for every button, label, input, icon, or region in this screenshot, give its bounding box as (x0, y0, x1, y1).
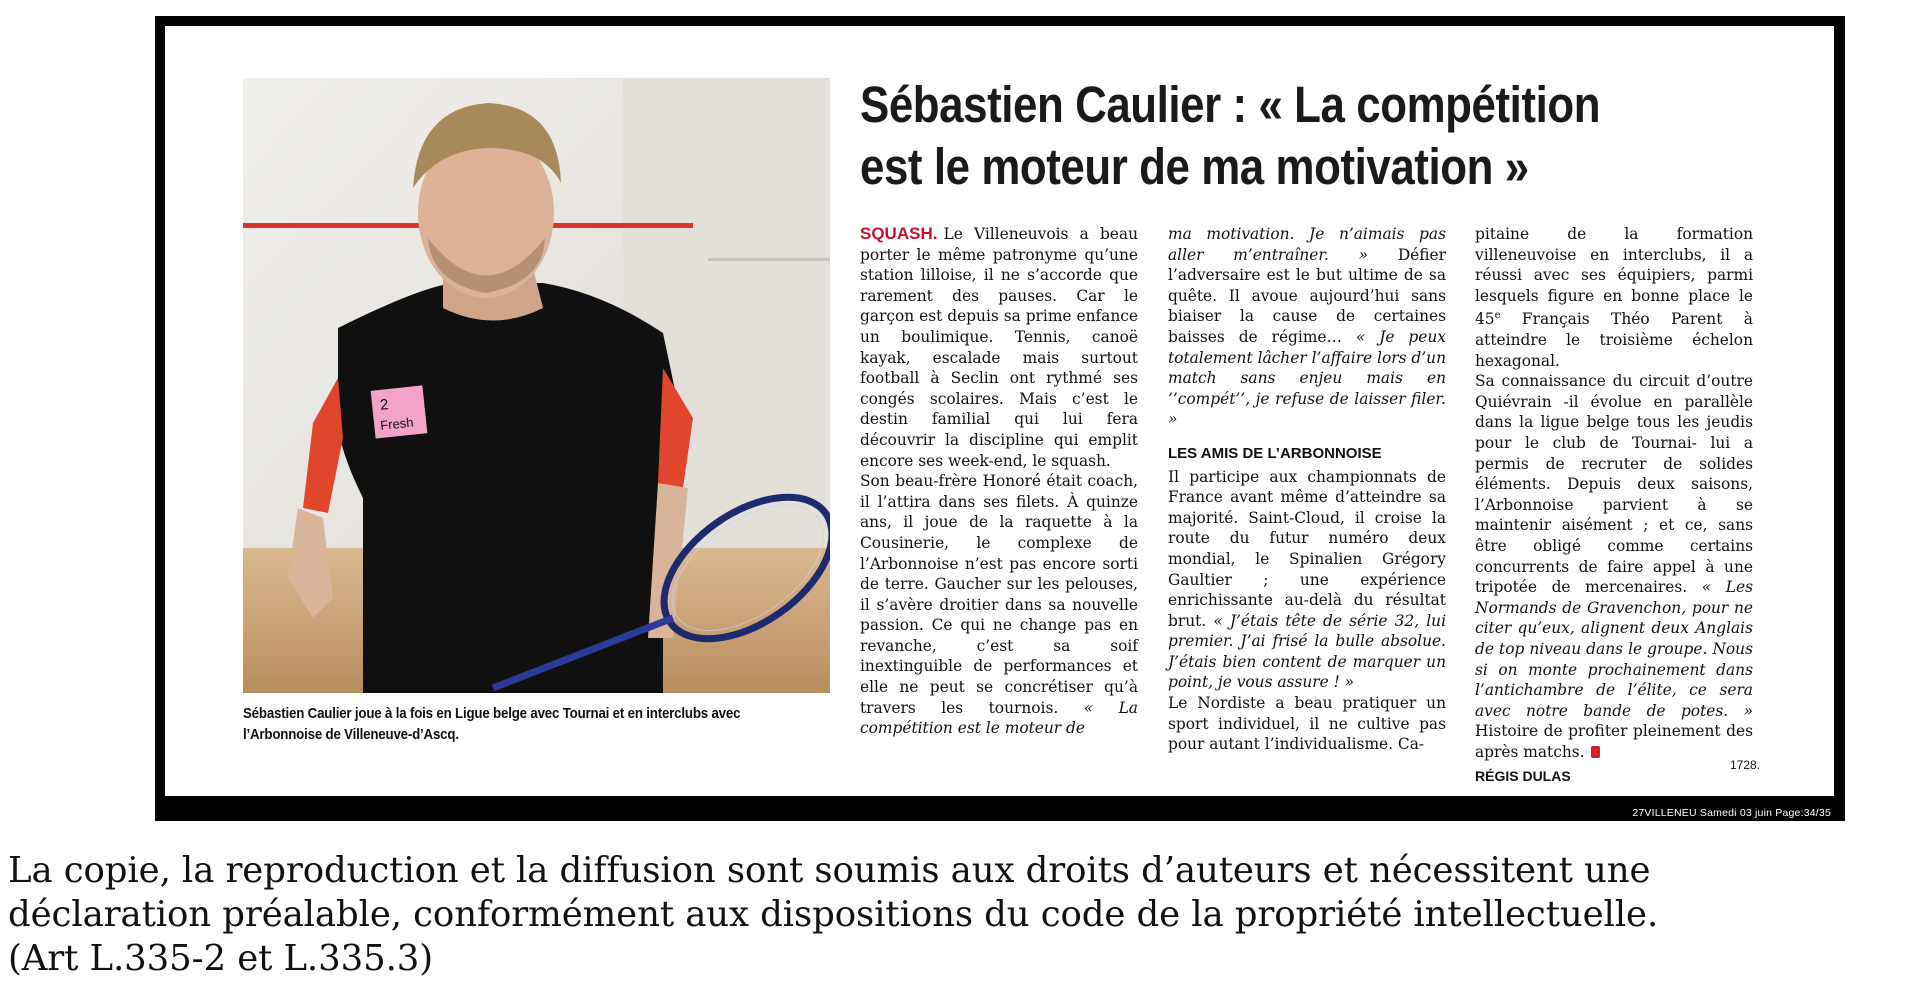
article-column-1 (860, 224, 1138, 739)
section-kicker: SQUASH. (860, 224, 938, 243)
copyright-notice-line-3: (Art L.335-2 et L.335.3) (8, 938, 433, 979)
paragraph-text: Son beau-frère Honoré était coach, il l’attira dans ses filets. À quinze ans, il joue de la raquette à la Cousinerie, le complexe de l’Arbonnoise n’est pas encore sorti de terre. Gaucher sur les pelouses, il s’avère droitier dans sa nouvelle passion. Ce qui ne change pas en revanche, c’est sa soif inextinguible de performances et elle ne peut se concrétiser qu’à travers les tournois. (860, 472, 1138, 717)
paragraph-text: Sa connaissance du circuit d’outre Quiévrain -il évolue en parallèle dans la ligue belge tous les jeudis pour le club de Tournai- lui a permis de recruter de solides éléments. Depuis deux saisons, l’Arbonnoise parvient à se maintenir aisément ; et ce, sans être obligé comme certains concurrents de faire appel à une tripotée de mercenaires. (1475, 372, 1753, 597)
svg-text:Fresh: Fresh (379, 414, 415, 433)
page-footer: 27VILLENEU Samedi 03 juin Page:34/35 (1632, 807, 1831, 819)
paragraph (1168, 467, 1446, 694)
paragraph (1475, 371, 1753, 762)
quote-text: « La compétition est le moteur de (860, 698, 1138, 738)
ordinal-suffix: e (1494, 310, 1501, 322)
end-of-article-mark (1591, 746, 1600, 758)
paragraph (1475, 224, 1753, 371)
paragraph-text: Français Théo Parent à atteindre le troisième échelon hexagonal. (1475, 310, 1753, 370)
article-column-3 (1475, 224, 1753, 786)
quote-text: « Les Normands de Gravenchon, pour ne citer qu’eux, alignent deux Anglais de top niveau dans le groupe. Nous si on monte prochainement dans l’antichambre de l’élite, ce sera avec notre bande de potes. » (1475, 578, 1753, 720)
player-photo (243, 78, 830, 693)
paragraph (860, 224, 1138, 471)
player-photo-illustration (243, 78, 830, 693)
paragraph-text: Il participe aux championnats de France avant même d’atteindre sa majorité. Saint-Cloud, il croise la route du futur numéro deux mondial, le Spinalien Grégory Gaultier ; une expérience enrichissante au-delà du résultat brut. (1168, 467, 1446, 630)
paragraph-text: Défier l’adversaire est le but ultime de sa quête. Il avoue aujourd’hui sans biaiser la cause de certaines baisses de régime… (1168, 245, 1446, 346)
section-subheading: LES AMIS DE L’ARBONNOISE (1168, 444, 1382, 462)
quote-text: « Je peux totalement lâcher l’affaire lors d’un match sans enjeu mais en ’’compét’’, je refuse de laisser filer. » (1168, 327, 1446, 429)
photo-caption: Sébastien Caulier joue à la fois en Ligue belge avec Tournai et en interclubs avec l’Arbonnoise de Villeneuve-d’Ascq. (243, 706, 741, 743)
paragraph (1168, 224, 1446, 430)
paragraph (1168, 693, 1446, 755)
article-reference-number: 1728. (1730, 758, 1761, 772)
copyright-notice-line-2: déclaration préalable, conformément aux dispositions du code de la propriété intellectuelle. (8, 894, 1659, 935)
paragraph (860, 471, 1138, 739)
headline-line-1: Sébastien Caulier : « La compétition (860, 76, 1601, 133)
headline-line-2: est le moteur de ma motivation » (860, 138, 1529, 195)
quote-text: « J’étais tête de série 32, lui premier. J’ai frisé la bulle absolue. J’étais bien content de marquer un point, je vous assure ! » (1168, 611, 1446, 692)
article-page (165, 26, 1834, 796)
article-headline (860, 74, 1686, 198)
newspaper-clipping (155, 16, 1845, 821)
copyright-notice (8, 849, 1913, 981)
paragraph-text: pitaine de la formation villeneuvoise en interclubs, il a réussi avec ses équipiers, parmi lesquels figure en bonne place le 45 (1475, 225, 1753, 329)
paragraph-text: Histoire de profiter pleinement des après matchs. (1475, 722, 1753, 761)
author-byline: RÉGIS DULAS (1475, 767, 1571, 784)
article-column-2 (1168, 224, 1446, 755)
paragraph-text: Le Nordiste a beau pratiquer un sport individuel, il ne cultive pas pour autant l’individualisme. Ca- (1168, 694, 1446, 754)
svg-text:2: 2 (379, 396, 390, 414)
quote-text: ma motivation. Je n’aimais pas aller m’entraîner. » (1168, 225, 1446, 264)
paragraph-text: Le Villeneuvois a beau porter le même patronyme qu’une station lilloise, il ne s’accorde que rarement des pauses. Car le garçon est depuis sa prime enfance un boulimique. Tennis, canoë kayak, escalade mais surtout football à Seclin ont rythmé ses congés scolaires. Mais c’est le destin familial qui lui fera découvrir la discipline qui emplit encore ses week-end, le squash. (860, 225, 1138, 470)
copyright-notice-line-1: La copie, la reproduction et la diffusion sont soumis aux droits d’auteurs et nécessitent une (8, 850, 1651, 891)
